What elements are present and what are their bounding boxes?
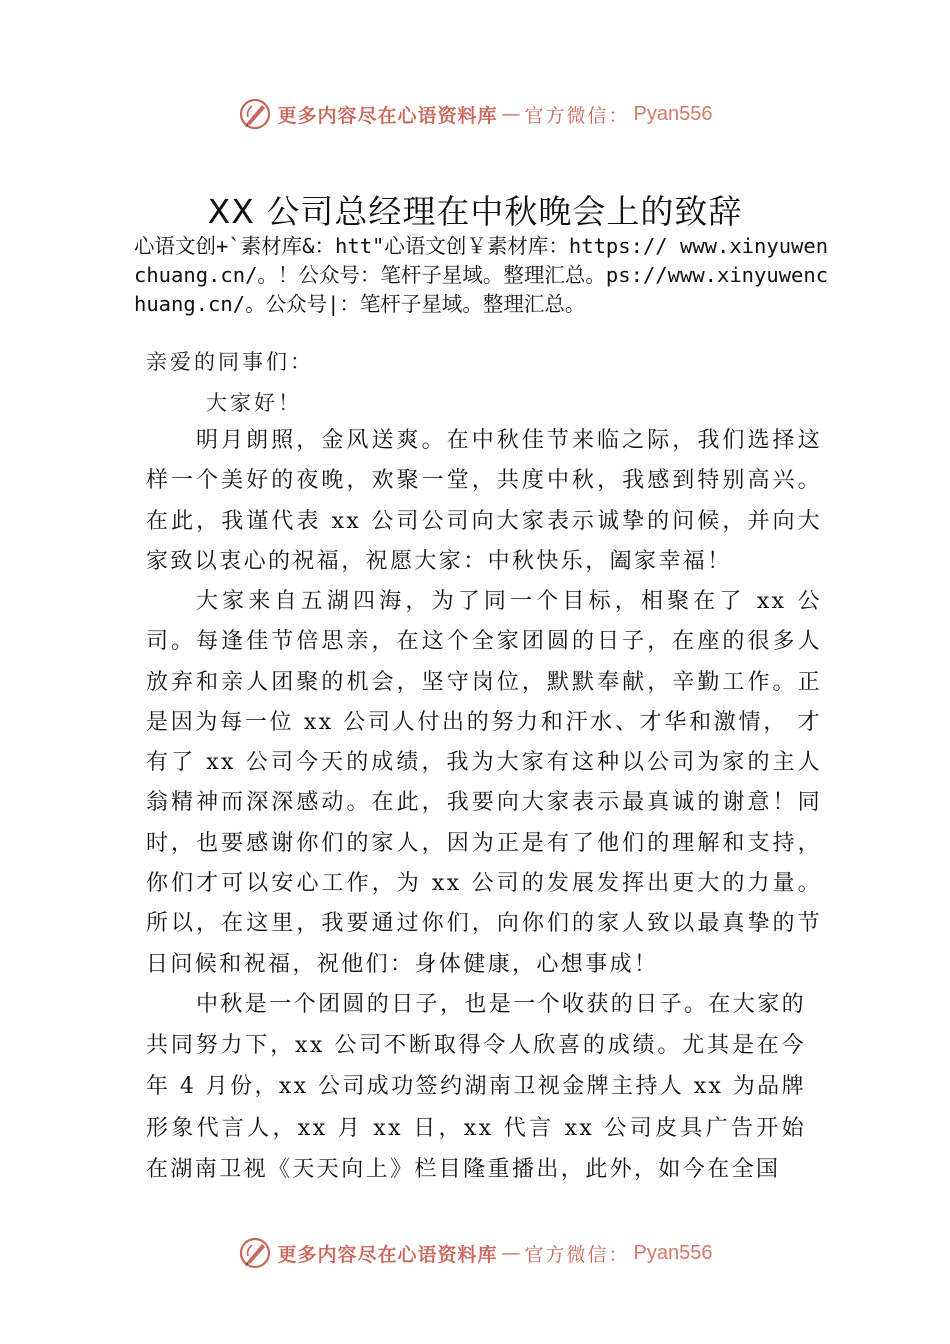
paragraph-3: 中秋是一个团圆的日子，也是一个收获的日子。在大家的共同努力下，xx 公司不断取得令人欣喜的成绩。尤其是在今年 4 月份，xx 公司成功签约湖南卫视金牌主持人 xx 为品牌形象代言人，xx 月 xx 日，xx 代言 xx 公司皮具广告开始在湖南卫视《天天向上》栏目隆重播出，此外，如今在全国	[146, 992, 807, 1182]
greeting: 亲爱的同事们：	[146, 350, 314, 374]
banner-wechat-id: Pyan556	[633, 1241, 713, 1264]
banner-text: 更多内容尽在心语资料库	[277, 1243, 498, 1266]
paragraph-2: 大家来自五湖四海，为了同一个目标，相聚在了 xx 公司。每逢佳节倍思亲，在这个全家团圆的日子，在座的很多人放弃和亲人团聚的机会，坚守岗位，默默奉献，辛勤工作。正是因为每一位 xx 公司人付出的努力和汗水、才华和激情， 才有了 xx 公司今天的成绩，我为大家有这种以公司为家的主人翁精神而深深感动。在此，我要向大家表示最真诚的谢意！同时，也要感谢你们的家人，因为正是有了他们的理解和支持，你们才可以安心工作，为 xx 公司的发展发挥出更大的力量。所以，在这里，我要通过你们，向你们的家人致以最真挚的节日问候和祝福，祝他们：身体健康，心想事成！	[146, 589, 822, 977]
pen-logo-icon	[238, 1236, 272, 1270]
banner-wechat-id: Pyan556	[633, 102, 713, 125]
banner-text: 更多内容尽在心语资料库	[277, 104, 498, 127]
watermark-text: 心语文创+`素材库&：htt"心语文创￥素材库：https:// www.xinyuwenchuang.cn/。！公众号：笔杆子星域。整理汇总。ps://www.xinyuwenchuang.cn/。公众号|：笔杆子星域。整理汇总。	[134, 234, 829, 316]
banner-separator: —	[501, 103, 521, 125]
banner-separator: —	[501, 1242, 521, 1264]
footer-banner	[0, 1233, 950, 1273]
salutation: 大家好！	[206, 391, 302, 415]
banner-wechat-label: 官方微信：	[524, 104, 630, 127]
header-banner	[0, 94, 950, 134]
paragraph-1: 明月朗照，金风送爽。在中秋佳节来临之际，我们选择这样一个美好的夜晚，欢聚一堂，共度中秋，我感到特别高兴。在此，我谨代表 xx 公司公司向大家表示诚挚的问候，并向大家致以衷心的祝福，祝愿大家：中秋快乐，阖家幸福！	[146, 428, 822, 574]
pen-logo-icon	[238, 97, 272, 131]
page-title: XX 公司总经理在中秋晚会上的致辞	[207, 192, 743, 231]
banner-wechat-label: 官方微信：	[524, 1243, 630, 1266]
